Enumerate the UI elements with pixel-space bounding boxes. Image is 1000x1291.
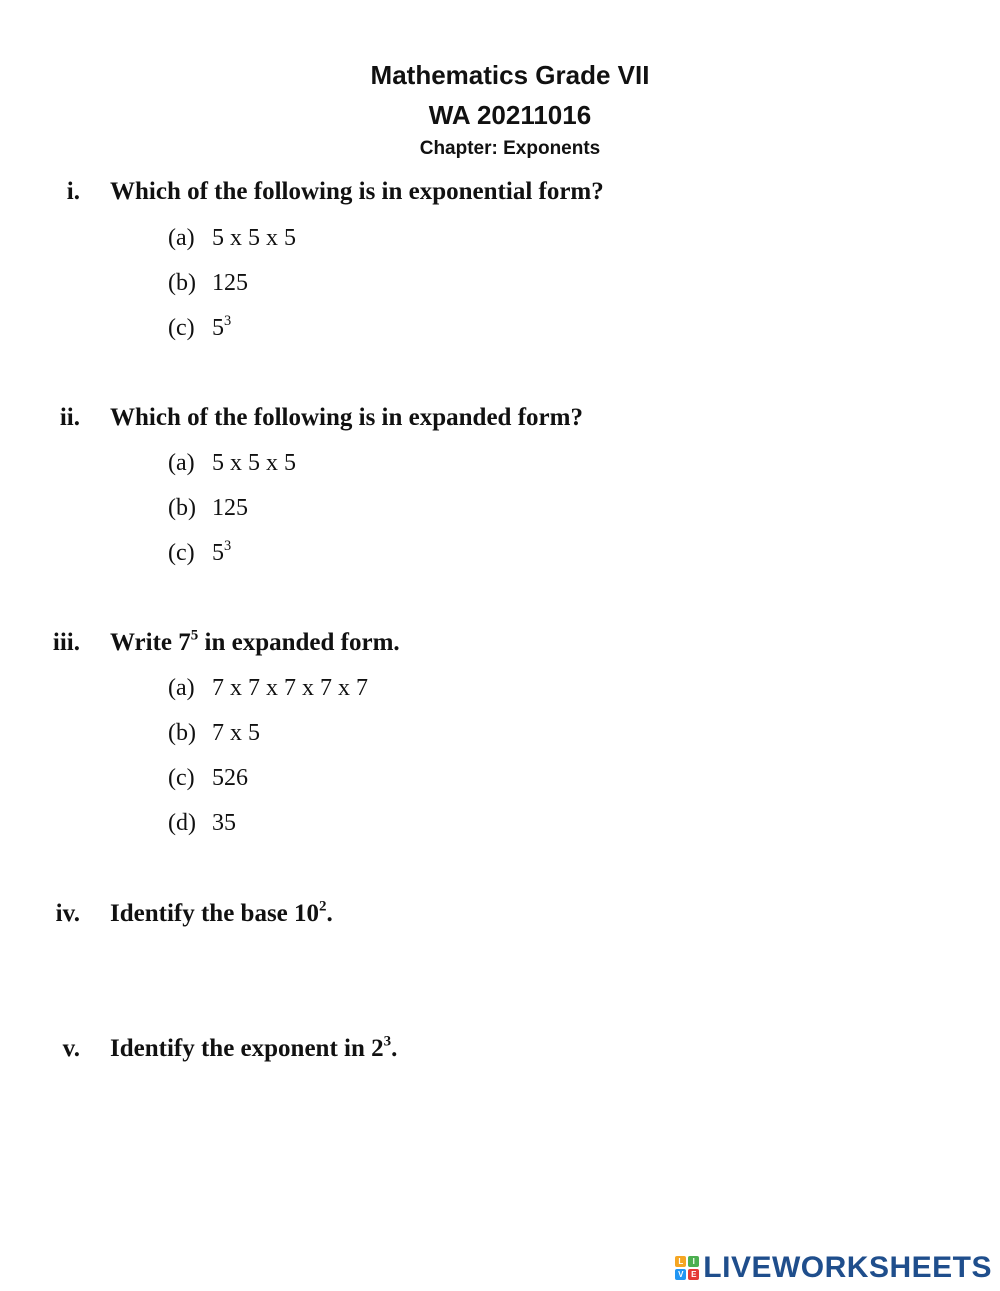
logo-block: I (688, 1256, 699, 1267)
option-label: (b) (168, 495, 196, 521)
question-text-pre: Write 7 (110, 629, 191, 656)
question-text-post: . (391, 1035, 398, 1062)
option-text: 125 (212, 495, 248, 521)
option-item[interactable] (168, 675, 368, 702)
question-number: i. (66, 178, 80, 205)
option-item[interactable] (168, 495, 248, 522)
question-text-post: . (326, 900, 333, 927)
question-text (110, 629, 400, 657)
option-base: 5 (212, 315, 224, 341)
logo-text: LIVEWORKSHEETS (703, 1251, 992, 1284)
liveworksheets-logo[interactable] (675, 1248, 992, 1288)
question-exponent: 5 (190, 627, 199, 644)
option-text: 526 (212, 765, 248, 791)
question-text-pre: Identify the exponent in 2 (110, 1035, 384, 1062)
worksheet-title: Mathematics Grade VII (370, 60, 650, 90)
option-label: (a) (168, 450, 195, 476)
option-label: (a) (168, 225, 195, 251)
option-item[interactable] (168, 312, 232, 342)
question-exponent: 3 (383, 1033, 392, 1050)
question-number: iv. (55, 900, 80, 927)
logo-block: E (688, 1269, 699, 1280)
option-item[interactable] (168, 720, 260, 747)
option-label: (d) (168, 810, 196, 836)
option-label: (c) (168, 765, 195, 791)
option-text: 5 x 5 x 5 (212, 225, 296, 251)
worksheet-code: WA 20211016 (428, 100, 592, 130)
option-text: 7 x 7 x 7 x 7 x 7 (212, 675, 368, 701)
question-exponent: 2 (319, 898, 327, 915)
question-text (110, 900, 333, 928)
question-text: Which of the following is in exponential form? (110, 178, 604, 205)
option-label: (b) (168, 720, 196, 746)
logo-block: L (675, 1256, 686, 1267)
option-exponent: 3 (224, 312, 232, 329)
option-base: 5 (212, 540, 224, 566)
option-item[interactable] (168, 537, 232, 567)
question-text: Which of the following is in expanded form? (110, 404, 583, 431)
logo-mark-icon (675, 1256, 699, 1280)
option-item[interactable] (168, 270, 248, 297)
question-text-pre: Identify the base 10 (110, 900, 320, 927)
option-item[interactable] (168, 225, 296, 252)
chapter-label: Chapter: Exponents (419, 138, 601, 159)
logo-block: V (675, 1269, 686, 1280)
option-label: (b) (168, 270, 196, 296)
option-text: 35 (212, 810, 236, 836)
option-text: 125 (212, 270, 248, 296)
option-exponent: 3 (224, 537, 232, 554)
option-item[interactable] (168, 450, 296, 477)
question-text-post: in expanded form. (198, 629, 400, 656)
option-label: (c) (168, 540, 195, 566)
question-number: ii. (59, 404, 80, 431)
option-label: (a) (168, 675, 195, 701)
option-label: (c) (168, 315, 195, 341)
option-item[interactable] (168, 765, 248, 792)
question-number: iii. (52, 629, 80, 656)
question-text (110, 1035, 397, 1063)
option-text: 7 x 5 (212, 720, 260, 746)
option-text: 5 x 5 x 5 (212, 450, 296, 476)
option-item[interactable] (168, 810, 236, 837)
question-number: v. (62, 1035, 80, 1062)
